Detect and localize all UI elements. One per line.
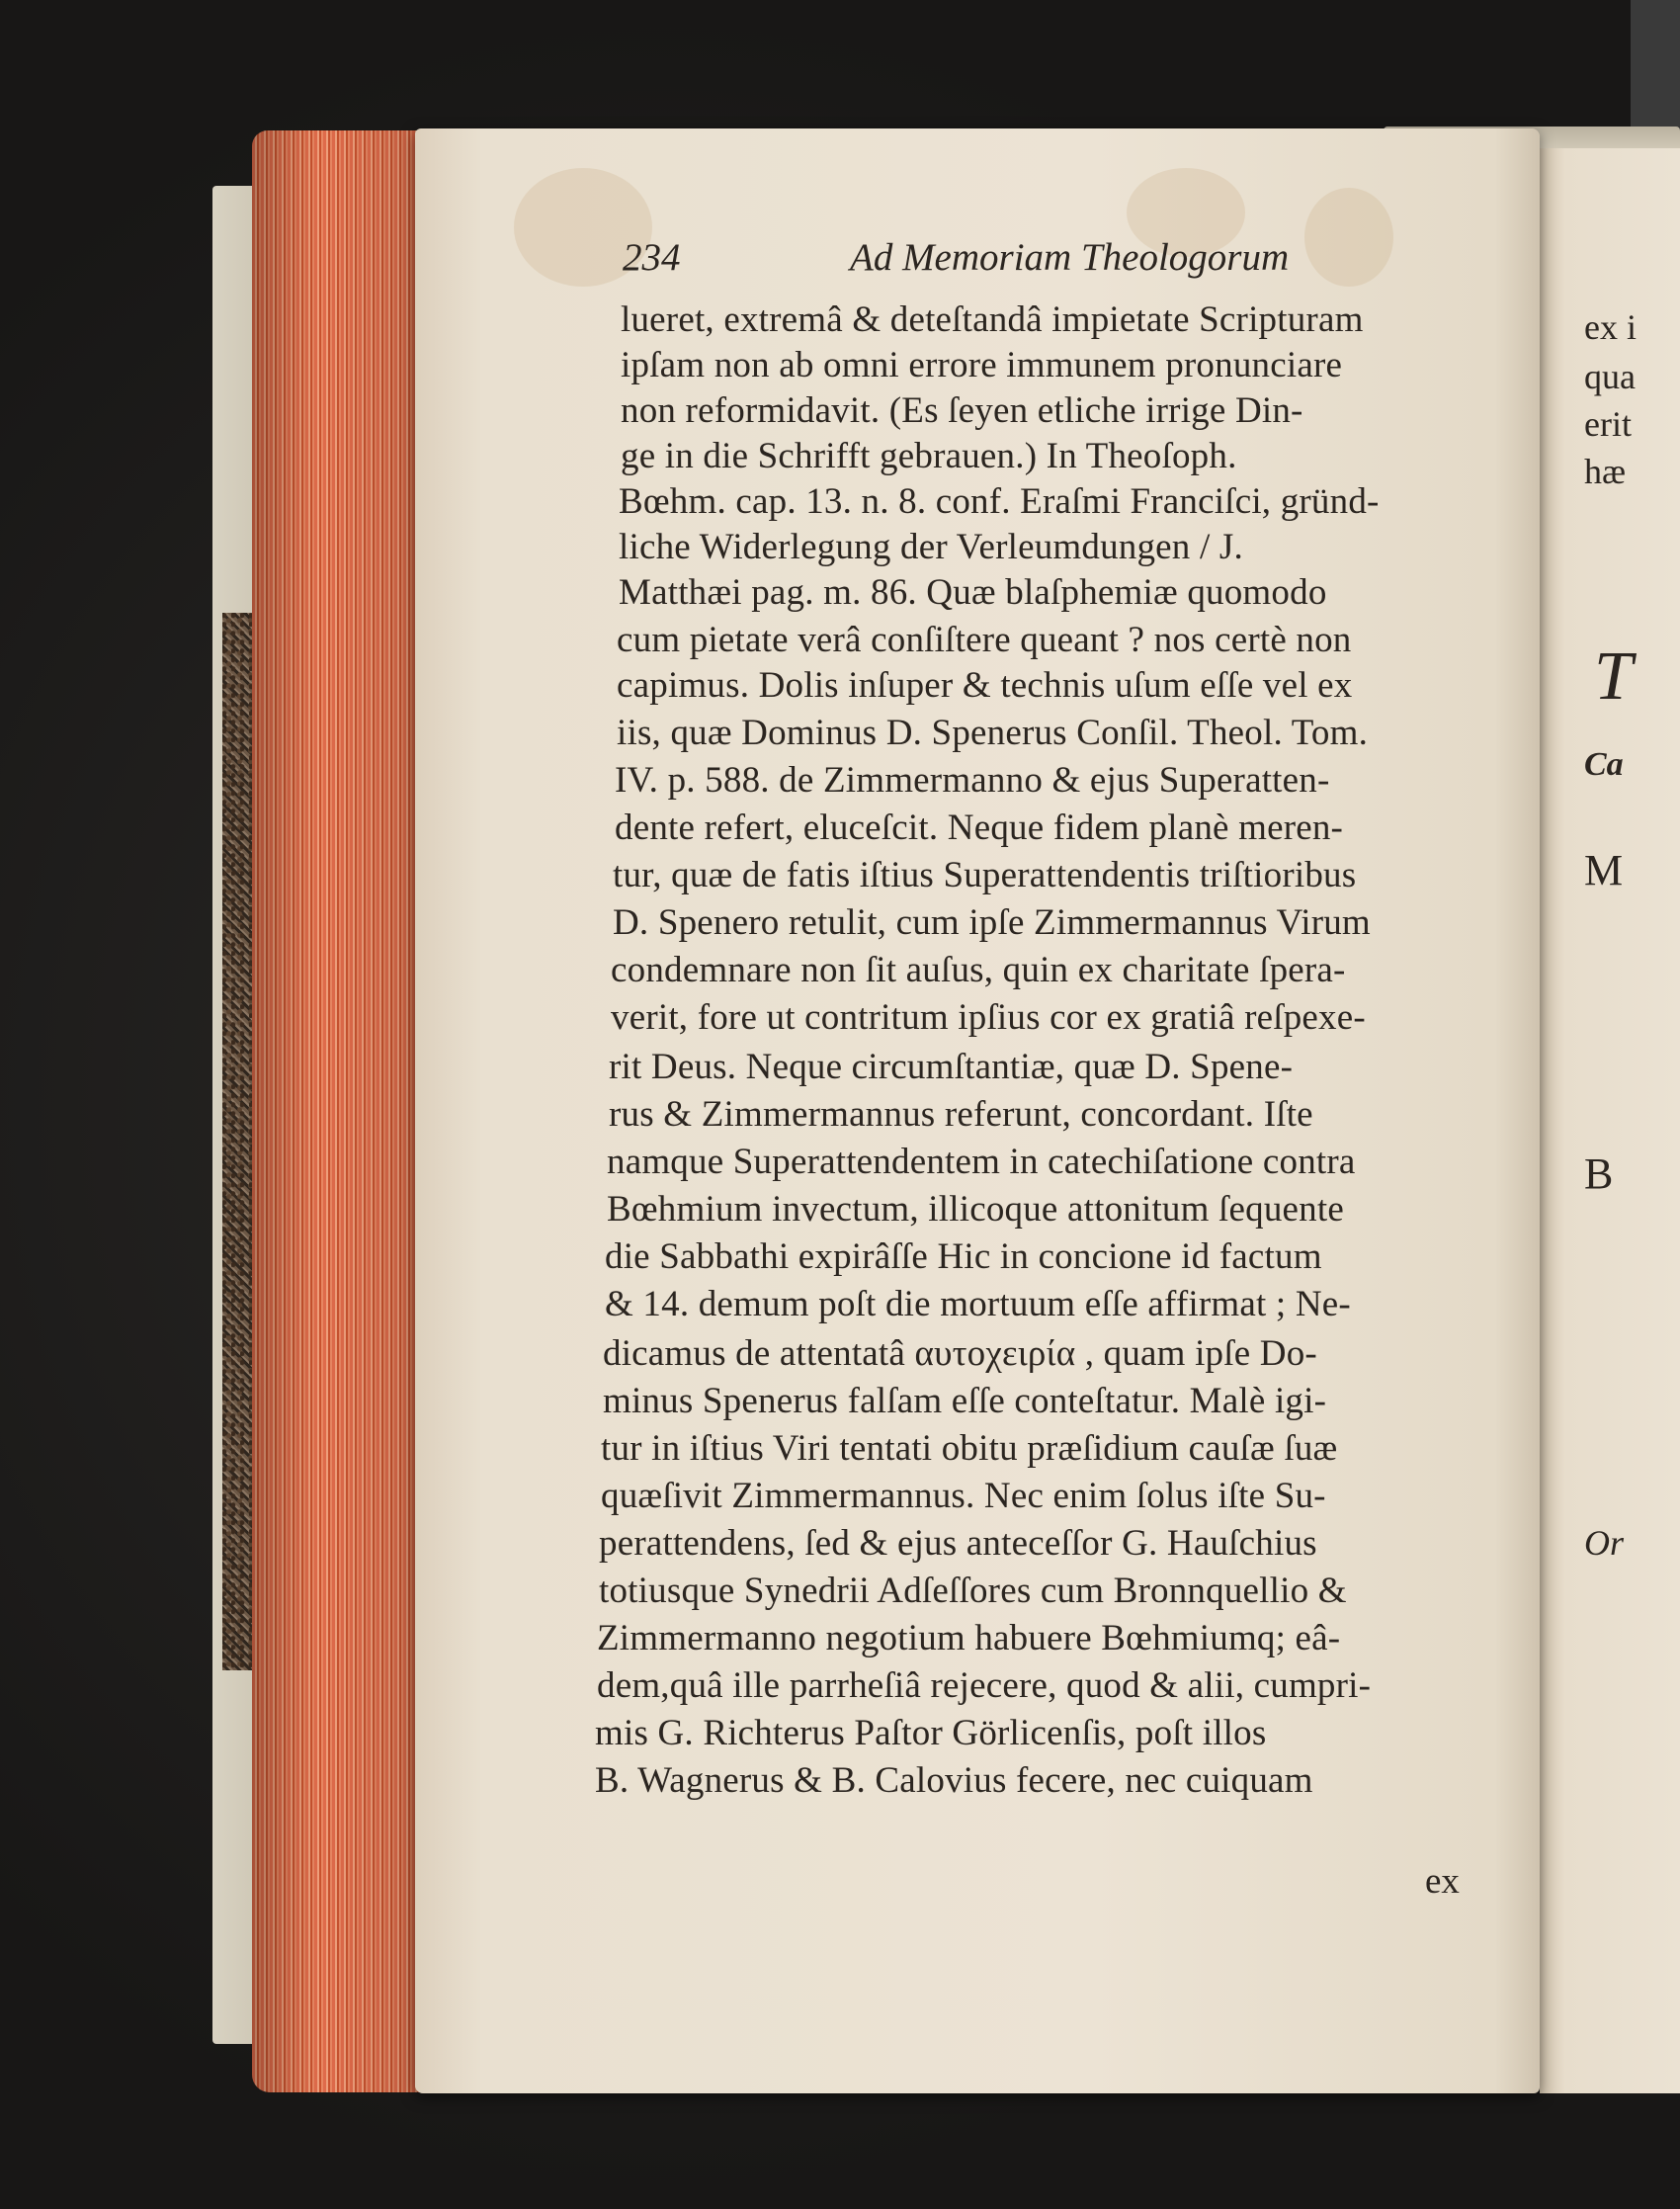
text-line: tur, quæ de fatis iſtius Superattendentis triſtioribus xyxy=(613,855,1357,895)
facing-fraktur-2: B xyxy=(1584,1149,1614,1198)
text-line: B. Wagnerus & B. Calovius fecere, nec cuiquam xyxy=(595,1760,1313,1801)
text-line: Bœhmium invectum, illicoque attonitum ſequente xyxy=(607,1189,1344,1230)
facing-line-4: hæ xyxy=(1584,452,1627,491)
page-header-title: Ad Memoriam Theologorum xyxy=(850,236,1290,279)
facing-initial: T xyxy=(1594,638,1633,715)
text-line: non reformidavit. (Es ſeyen etliche irrige Din- xyxy=(621,390,1303,431)
text-line: rit Deus. Neque circumſtantiæ, quæ D. Spene- xyxy=(609,1047,1294,1087)
text-line: Matthæi pag. m. 86. Quæ blaſphemiæ quomodo xyxy=(619,572,1327,613)
page-edges-shadow xyxy=(252,130,425,2092)
text-line: capimus. Dolis inſuper & technis uſum eſſe vel ex xyxy=(617,665,1353,706)
page-number: 234 xyxy=(623,236,681,279)
facing-page xyxy=(1540,148,1680,2093)
text-line: lueret, extremâ & deteſtandâ impietate Scripturam xyxy=(621,299,1364,340)
text-line: iis, quæ Dominus D. Spenerus Conſil. Theol. Tom. xyxy=(617,713,1369,753)
text-line: quæſivit Zimmermannus. Nec enim ſolus iſte Su- xyxy=(601,1476,1326,1516)
facing-italic: Ca xyxy=(1584,746,1624,783)
text-line: cum pietate verâ conſiſtere queant ? nos certè non xyxy=(617,620,1352,660)
text-line: condemnare non ſit auſus, quin ex charitate ſpera- xyxy=(611,950,1346,990)
text-line: IV. p. 588. de Zimmermanno & ejus Superatten- xyxy=(615,760,1330,801)
facing-fraktur-1: M xyxy=(1584,846,1624,894)
page-stain xyxy=(1304,188,1393,287)
text-line: ge in die Schrifft gebrauen.) In Theoſoph. xyxy=(621,436,1237,476)
facing-line-3: erit xyxy=(1584,404,1632,444)
text-line: tur in iſtius Viri tentati obitu præſidium cauſæ ſuæ xyxy=(601,1428,1338,1469)
text-line: namque Superattendentem in catechiſatione contra xyxy=(607,1142,1356,1182)
text-line: perattendens, ſed & ejus anteceſſor G. Hauſchius xyxy=(599,1523,1317,1564)
text-line: & 14. demum poſt die mortuum eſſe affirmat ; Ne- xyxy=(605,1284,1351,1324)
book-stand xyxy=(1631,0,1680,138)
facing-line-1: ex i xyxy=(1584,307,1637,347)
text-line: dem,quâ ille parrheſiâ rejecere, quod & alii, cumpri- xyxy=(597,1665,1372,1706)
text-line: liche Widerlegung der Verleumdungen / J. xyxy=(619,527,1243,567)
text-line: ipſam non ab omni errore immunem pronunciare xyxy=(621,345,1343,385)
facing-line-2: qua xyxy=(1584,357,1636,396)
catchword: ex xyxy=(1425,1861,1460,1902)
facing-italic-2: Or xyxy=(1584,1523,1625,1563)
text-line: verit, fore ut contritum ipſius cor ex gratiâ reſpexe- xyxy=(611,997,1366,1038)
text-line: minus Spenerus falſam eſſe conteſtatur. Malè igi- xyxy=(603,1381,1327,1421)
text-line: D. Spenero retulit, cum ipſe Zimmermannus Virum xyxy=(613,902,1371,943)
text-line: dicamus de attentatâ αυτοχειρία , quam ipſe Do- xyxy=(603,1333,1317,1374)
text-line: mis G. Richterus Paſtor Görlicenſis, poſt illos xyxy=(595,1713,1267,1753)
text-line: dente refert, eluceſcit. Neque fidem planè meren- xyxy=(615,807,1344,848)
text-line: die Sabbathi expirâſſe Hic in concione id factum xyxy=(605,1236,1322,1277)
text-line: Bœhm. cap. 13. n. 8. conf. Eraſmi Franciſci, gründ- xyxy=(619,481,1380,522)
running-head xyxy=(623,235,1314,285)
text-line: rus & Zimmermannus referunt, concordant. Iſte xyxy=(609,1094,1313,1135)
text-line: Zimmermanno negotium habuere Bœhmiumq; eâ- xyxy=(597,1618,1341,1658)
text-line: totiusque Synedrii Adſeſſores cum Bronnquellio & xyxy=(599,1571,1347,1611)
